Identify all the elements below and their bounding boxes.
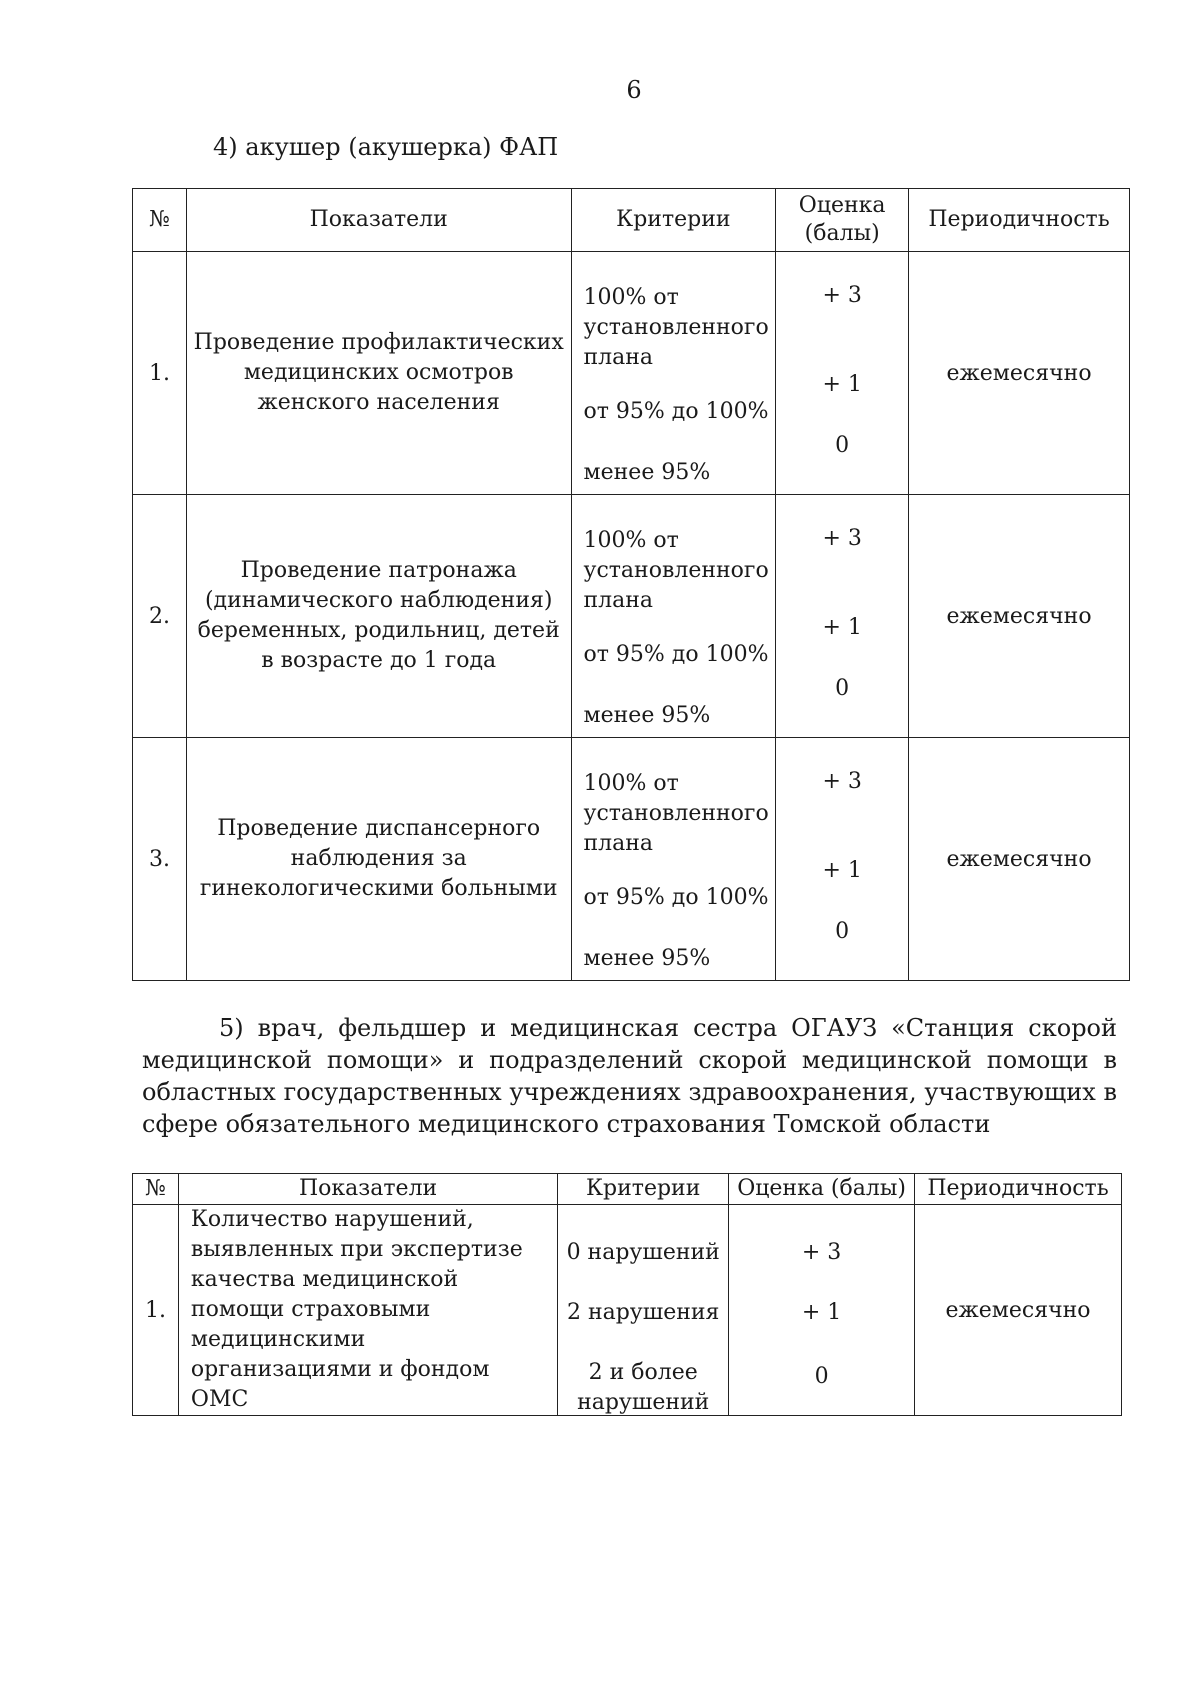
score-value: 0 — [814, 1364, 829, 1389]
score-value: 0 — [835, 919, 850, 944]
row-scores — [776, 495, 909, 738]
row-number: 1. — [133, 1205, 179, 1416]
criterion-text: 2 и более нарушений — [577, 1360, 710, 1415]
row-criteria — [571, 252, 776, 495]
row-number: 3. — [133, 738, 187, 981]
criterion-text: 100% от установленного плана — [583, 528, 769, 613]
row-criteria — [571, 495, 776, 738]
row-scores — [776, 738, 909, 981]
table-row — [133, 1205, 1122, 1416]
score-value: + 1 — [801, 1300, 842, 1325]
criterion-text: 100% от установленного плана — [583, 285, 769, 370]
row-number: 1. — [133, 252, 187, 495]
header-score: Оценка (балы) — [776, 189, 909, 252]
page-number: 6 — [626, 76, 642, 104]
row-indicator: Проведение диспансерного наблюдения за гинекологическими больными — [186, 738, 571, 981]
score-value: 0 — [835, 433, 850, 458]
row-indicator: Проведение патронажа (динамического наблюдения) беременных, родильниц, детей в возрасте до 1 года — [186, 495, 571, 738]
header-score: Оценка (балы) — [729, 1174, 915, 1205]
table-row — [133, 252, 1130, 495]
table-header-row — [133, 189, 1130, 252]
score-value: + 1 — [822, 858, 862, 883]
criterion-text: от 95% до 100% — [583, 885, 769, 910]
score-value: + 3 — [801, 1240, 842, 1265]
header-period: Периодичность — [909, 189, 1130, 252]
header-indicator: Показатели — [178, 1174, 557, 1205]
score-value: + 3 — [822, 526, 862, 551]
score-value: + 3 — [822, 769, 862, 794]
header-criteria: Критерии — [558, 1174, 729, 1205]
criterion-text: 0 нарушений — [566, 1240, 720, 1265]
row-criteria — [558, 1205, 729, 1416]
row-period: ежемесячно — [915, 1205, 1122, 1416]
table-row — [133, 495, 1130, 738]
score-value: + 1 — [822, 615, 862, 640]
section-heading: 4) акушер (акушерка) ФАП — [213, 133, 559, 161]
row-period: ежемесячно — [909, 495, 1130, 738]
row-period: ежемесячно — [909, 252, 1130, 495]
indicators-table-midwife — [132, 188, 1130, 981]
header-num: № — [133, 189, 187, 252]
score-value: 0 — [835, 676, 850, 701]
row-period: ежемесячно — [909, 738, 1130, 981]
section-5-paragraph: 5) врач, фельдшер и медицинская сестра ОГАУЗ «Станция скорой медицинской помощи» и подразделений скорой медицинской помощи в областных государственных учреждениях здравоохранения, участвующих в сфере обязательного медицинского страхования Томской области — [142, 1014, 1117, 1138]
header-period: Периодичность — [915, 1174, 1122, 1205]
header-num: № — [133, 1174, 179, 1205]
criterion-text: менее 95% — [583, 703, 711, 728]
row-number: 2. — [133, 495, 187, 738]
indicators-table-ambulance — [132, 1173, 1122, 1416]
table-header-row — [133, 1174, 1122, 1205]
criterion-text: 2 нарушения — [566, 1300, 720, 1325]
score-value: + 3 — [822, 283, 862, 308]
row-indicator: Проведение профилактических медицинских осмотров женского населения — [186, 252, 571, 495]
criterion-text: от 95% до 100% — [583, 642, 769, 667]
row-scores — [776, 252, 909, 495]
header-criteria: Критерии — [571, 189, 776, 252]
criterion-text: от 95% до 100% — [583, 399, 769, 424]
header-indicator: Показатели — [186, 189, 571, 252]
score-value: + 1 — [822, 372, 862, 397]
table-row — [133, 738, 1130, 981]
row-indicator: Количество нарушений, выявленных при экспертизе качества медицинской помощи страховыми медицинскими организациями и фондом ОМС — [178, 1205, 557, 1416]
criterion-text: менее 95% — [583, 460, 711, 485]
criterion-text: менее 95% — [583, 946, 711, 971]
row-scores — [729, 1205, 915, 1416]
criterion-text: 100% от установленного плана — [583, 771, 769, 856]
row-criteria — [571, 738, 776, 981]
